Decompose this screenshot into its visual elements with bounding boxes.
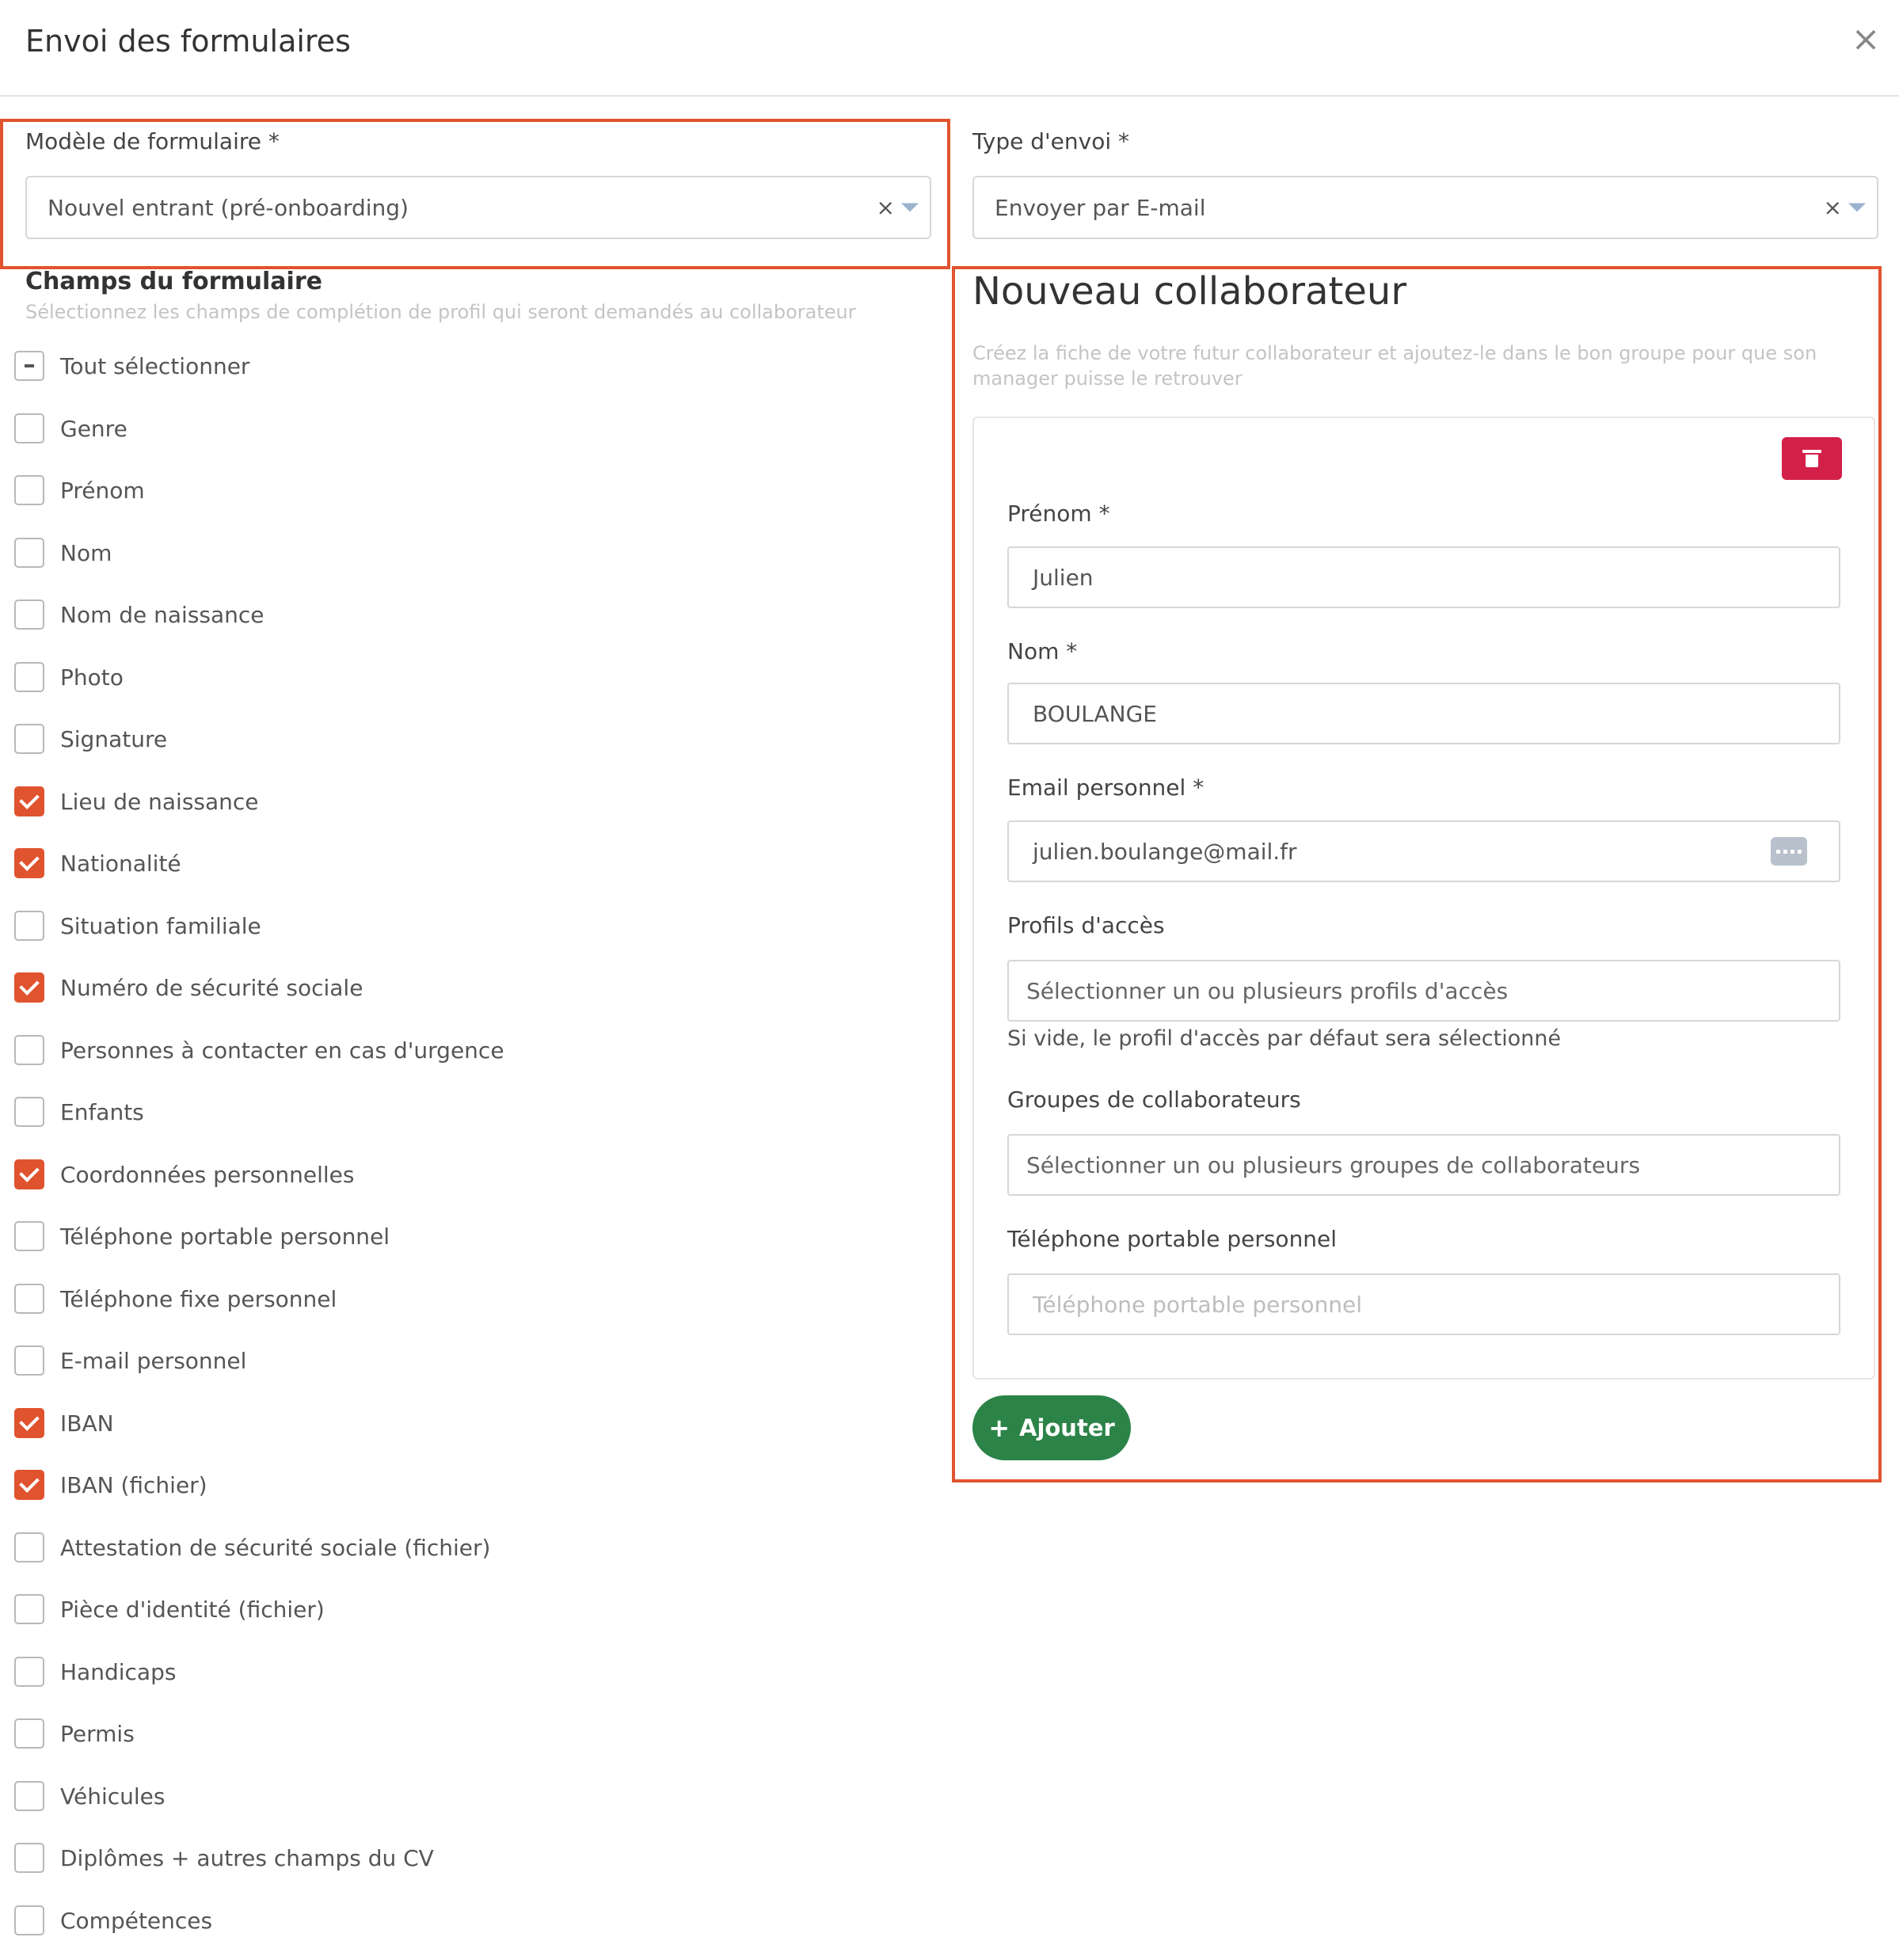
field-checkbox[interactable] — [14, 1657, 44, 1687]
checkbox-row[interactable] — [14, 1467, 207, 1502]
checkbox-row[interactable] — [14, 1716, 135, 1751]
field-checkbox[interactable] — [14, 599, 44, 630]
close-icon[interactable]: × — [1851, 19, 1881, 59]
checkbox-row[interactable] — [14, 846, 181, 881]
chevron-down-icon[interactable] — [1848, 204, 1866, 212]
last-name-input[interactable]: BOULANGE — [1007, 683, 1840, 744]
checkbox-row[interactable] — [14, 411, 127, 446]
checkbox-label: Photo — [60, 664, 124, 691]
send-type-clear-icon[interactable]: × — [1823, 194, 1842, 221]
checkbox-row[interactable] — [14, 1343, 246, 1378]
first-name-input[interactable]: Julien — [1007, 546, 1840, 608]
checkbox-row[interactable] — [14, 1592, 325, 1627]
checkbox-row[interactable] — [14, 1094, 144, 1129]
access-profiles-help: Si vide, le profil d'accès par défaut sera sélectionné — [1007, 1026, 1562, 1051]
checkbox-label: Téléphone fixe personnel — [60, 1285, 337, 1312]
field-checkbox[interactable] — [14, 1470, 44, 1500]
field-checkbox[interactable] — [14, 724, 44, 754]
last-name-label: Nom * — [1007, 638, 1078, 664]
add-button-label: Ajouter — [1019, 1414, 1115, 1441]
field-checkbox[interactable] — [14, 538, 44, 568]
checkbox-label: Nom de naissance — [60, 601, 264, 628]
select-all-checkbox[interactable] — [14, 351, 44, 381]
mobile-input[interactable]: Téléphone portable personnel — [1007, 1273, 1840, 1335]
checkbox-label: Diplômes + autres champs du CV — [60, 1844, 434, 1871]
new-collaborator-description: Créez la fiche de votre futur collaborateur et ajoutez-le dans le bon groupe pour que son manager puisse le retrouver — [972, 342, 1817, 390]
checkbox-label: Handicaps — [60, 1658, 177, 1685]
checkbox-row[interactable] — [14, 1654, 176, 1689]
checkbox-row[interactable] — [14, 908, 261, 943]
checkbox-row[interactable] — [14, 1779, 165, 1813]
checkbox-label: Tout sélectionner — [60, 352, 250, 379]
checkbox-label: Coordonnées personnelles — [60, 1161, 355, 1188]
checkbox-label: Pièce d'identité (fichier) — [60, 1596, 325, 1623]
field-checkbox[interactable] — [14, 848, 44, 878]
checkbox-row[interactable] — [14, 660, 124, 695]
checkbox-label: Situation familiale — [60, 912, 261, 939]
checkbox-row[interactable] — [14, 473, 145, 508]
checkbox-row[interactable] — [14, 1406, 114, 1441]
field-checkbox[interactable] — [14, 1345, 44, 1376]
checkbox-row[interactable] — [14, 1840, 434, 1875]
field-checkbox[interactable] — [14, 413, 44, 443]
checkbox-label: Permis — [60, 1720, 135, 1747]
checkbox-label: Personnes à contacter en cas d'urgence — [60, 1037, 504, 1064]
field-checkbox[interactable] — [14, 911, 44, 941]
mobile-label: Téléphone portable personnel — [1007, 1226, 1338, 1252]
access-profiles-select[interactable]: Sélectionner un ou plusieurs profils d'accès — [1007, 960, 1840, 1022]
access-profiles-label: Profils d'accès — [1007, 912, 1165, 938]
header-divider — [0, 95, 1899, 97]
email-label: Email personnel * — [1007, 774, 1204, 801]
plus-icon: + — [988, 1413, 1010, 1443]
new-collaborator-title: Nouveau collaborateur — [972, 269, 1407, 314]
checkbox-row[interactable] — [14, 1033, 504, 1068]
checkbox-label: Attestation de sécurité sociale (fichier) — [60, 1534, 491, 1561]
checkbox-label: Numéro de sécurité sociale — [60, 974, 363, 1001]
checkbox-row[interactable] — [14, 535, 112, 570]
field-checkbox[interactable] — [14, 1159, 44, 1189]
groups-select[interactable]: Sélectionner un ou plusieurs groupes de collaborateurs — [1007, 1134, 1840, 1196]
send-type-value: Envoyer par E-mail — [995, 194, 1206, 221]
fields-section-subtitle: Sélectionnez les champs de complétion de profil qui seront demandés au collaborateur — [25, 301, 856, 323]
checkbox-label: IBAN (fichier) — [60, 1471, 207, 1498]
keyboard-icon[interactable] — [1771, 837, 1807, 866]
add-button[interactable] — [972, 1395, 1131, 1460]
checkbox-label: Téléphone portable personnel — [60, 1223, 390, 1250]
form-model-label: Modèle de formulaire * — [25, 128, 280, 154]
first-name-label: Prénom * — [1007, 500, 1110, 527]
field-checkbox[interactable] — [14, 1284, 44, 1314]
email-value: julien.boulange@mail.fr — [1033, 838, 1297, 865]
checkbox-row[interactable] — [14, 1281, 337, 1316]
checkbox-label: Véhicules — [60, 1783, 166, 1810]
form-model-clear-icon[interactable]: × — [876, 194, 895, 221]
checkbox-row[interactable] — [14, 721, 167, 756]
checkbox-label: Nom — [60, 539, 112, 566]
checkbox-label: Enfants — [60, 1098, 144, 1125]
delete-collaborator-button[interactable] — [1782, 437, 1842, 480]
field-checkbox[interactable] — [14, 662, 44, 692]
checkbox-label: E-mail personnel — [60, 1347, 247, 1374]
checkbox-label: Lieu de naissance — [60, 788, 259, 815]
field-checkbox[interactable] — [14, 1905, 44, 1935]
modal-title: Envoi des formulaires — [25, 24, 351, 59]
checkbox-row[interactable] — [14, 1903, 212, 1938]
checkbox-row[interactable] — [14, 970, 363, 1005]
send-type-label: Type d'envoi * — [972, 128, 1130, 154]
checkbox-row[interactable] — [14, 784, 259, 819]
field-checkbox[interactable] — [14, 786, 44, 816]
chevron-down-icon[interactable] — [901, 204, 919, 212]
groups-label: Groupes de collaborateurs — [1007, 1087, 1301, 1113]
field-checkbox[interactable] — [14, 1781, 44, 1811]
send-type-select[interactable] — [972, 176, 1878, 239]
checkbox-label: Signature — [60, 725, 168, 752]
form-model-value: Nouvel entrant (pré-onboarding) — [48, 194, 409, 221]
form-model-select[interactable] — [25, 176, 931, 239]
email-input[interactable] — [1007, 820, 1840, 882]
field-checkbox[interactable] — [14, 1221, 44, 1251]
field-checkbox[interactable] — [14, 1035, 44, 1065]
field-checkbox[interactable] — [14, 1532, 44, 1562]
checkbox-label: Prénom — [60, 477, 145, 504]
field-checkbox[interactable] — [14, 1843, 44, 1873]
checkbox-row[interactable] — [14, 1530, 490, 1565]
checkbox-label: Genre — [60, 415, 127, 442]
checkbox-row[interactable] — [14, 348, 249, 383]
trash-icon — [1805, 450, 1819, 467]
field-checkbox[interactable] — [14, 972, 44, 1003]
field-checkbox[interactable] — [14, 1718, 44, 1749]
fields-section-title: Champs du formulaire — [25, 268, 322, 295]
checkbox-row[interactable] — [14, 597, 264, 632]
checkbox-row[interactable] — [14, 1219, 390, 1254]
field-checkbox[interactable] — [14, 1594, 44, 1624]
field-checkbox[interactable] — [14, 1408, 44, 1438]
checkbox-row[interactable] — [14, 1157, 355, 1192]
checkbox-label: Nationalité — [60, 850, 181, 877]
checkbox-label: IBAN — [60, 1410, 114, 1437]
field-checkbox[interactable] — [14, 475, 44, 505]
field-checkbox[interactable] — [14, 1097, 44, 1127]
checkbox-label: Compétences — [60, 1907, 213, 1934]
